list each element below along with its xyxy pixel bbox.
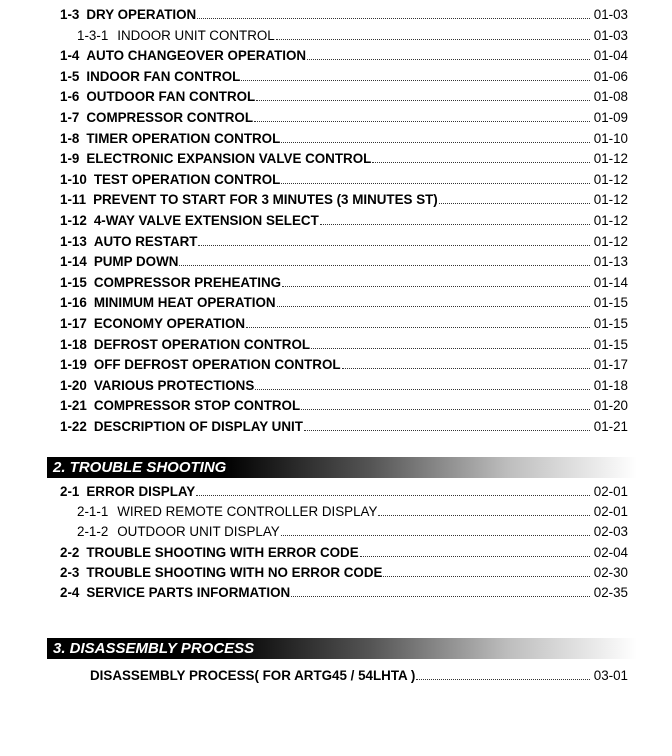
toc-entry-page: 01-13: [593, 254, 628, 270]
toc-entry-number: 1-9: [60, 151, 80, 167]
toc-entry-page: 01-12: [593, 233, 628, 249]
dot-leader: [282, 275, 590, 287]
dot-leader: [378, 504, 590, 516]
toc-entry-title: TROUBLE SHOOTING WITH ERROR CODE: [86, 544, 359, 560]
dot-leader: [311, 337, 590, 349]
dot-leader: [198, 234, 590, 246]
dot-leader: [360, 545, 590, 557]
toc-entry-title: 4-WAY VALVE EXTENSION SELECT: [93, 213, 319, 228]
toc-entry-title: WIRED REMOTE CONTROLLER DISPLAY: [117, 504, 378, 520]
dot-leader: [277, 295, 590, 307]
toc-entry-page: 02-03: [593, 524, 628, 540]
toc-entry[interactable]: [0, 667, 672, 685]
toc-entry-title: TEST OPERATION CONTROL: [93, 171, 281, 187]
toc-entry-title: TIMER OPERATION CONTROL: [86, 130, 281, 146]
toc-entry-number: 1-22: [60, 419, 87, 434]
toc-entry-title: OUTDOOR UNIT DISPLAY: [117, 524, 280, 540]
dot-leader: [416, 668, 590, 680]
toc-entry-page: 01-06: [593, 68, 628, 84]
dot-leader: [256, 89, 590, 101]
toc-entry-page: 01-15: [593, 316, 628, 331]
toc-entry-number: 1-16: [60, 295, 87, 311]
dot-leader: [281, 172, 590, 184]
toc-entry-title: PREVENT TO START FOR 3 MINUTES (3 MINUTES ST): [93, 192, 438, 208]
dot-leader: [276, 28, 590, 40]
toc-entry-page: 01-15: [593, 295, 628, 311]
dot-leader: [246, 316, 590, 328]
toc-entry-title: ELECTRONIC EXPANSION VALVE CONTROL: [86, 151, 372, 167]
toc-entry-title: MINIMUM HEAT OPERATION: [93, 295, 276, 311]
toc-entry-number: 1-4: [60, 48, 80, 64]
toc-entry[interactable]: [0, 150, 672, 168]
toc-entry[interactable]: [0, 418, 672, 436]
dot-leader: [320, 213, 590, 225]
toc-entry-title: VARIOUS PROTECTIONS: [93, 377, 255, 393]
toc-entry-number: 1-13: [60, 233, 87, 249]
toc-entry-number: 1-19: [60, 357, 87, 373]
toc-entry-number: 1-7: [60, 110, 80, 125]
toc-entry-number: 1-17: [60, 316, 87, 331]
toc-entry-page: 02-04: [593, 544, 628, 560]
toc-entry-title: DRY OPERATION: [86, 7, 197, 22]
toc-entry[interactable]: [0, 212, 672, 230]
toc-entry-number: 2-3: [60, 564, 80, 580]
toc-entry[interactable]: [0, 27, 672, 45]
toc-entry-number: 2-1-1: [77, 504, 109, 520]
toc-entry-number: 1-10: [60, 171, 87, 187]
toc-entry[interactable]: [0, 88, 672, 106]
toc-entry[interactable]: [0, 544, 672, 562]
dot-leader: [281, 524, 590, 536]
dot-leader: [179, 254, 590, 266]
dot-leader: [197, 7, 590, 19]
toc-entry-page: 01-04: [593, 48, 628, 64]
toc-entry-page: 01-21: [593, 419, 628, 434]
dot-leader: [241, 69, 590, 81]
toc-entry[interactable]: [0, 483, 672, 501]
toc-entry-number: 1-8: [60, 130, 80, 146]
toc-entry-page: 01-03: [593, 27, 628, 43]
toc-entry-page: 01-12: [593, 213, 628, 228]
toc-entry[interactable]: [0, 171, 672, 189]
toc-entry-number: 1-20: [60, 377, 87, 393]
toc-entry[interactable]: [0, 397, 672, 415]
toc-entry-number: 2-4: [60, 585, 80, 600]
dot-leader: [342, 357, 590, 369]
toc-entry[interactable]: [0, 584, 672, 602]
toc-entry[interactable]: [0, 564, 672, 582]
toc-entry-title: AUTO CHANGEOVER OPERATION: [86, 48, 307, 64]
toc-entry[interactable]: [0, 356, 672, 374]
dot-leader: [439, 192, 590, 204]
toc-entry-title: TROUBLE SHOOTING WITH NO ERROR CODE: [86, 564, 383, 580]
dot-leader: [372, 151, 590, 163]
toc-entry-page: 01-09: [593, 110, 628, 125]
toc-entry[interactable]: [0, 47, 672, 65]
toc-entry[interactable]: [0, 274, 672, 292]
toc-entry-number: 1-12: [60, 213, 87, 228]
toc-entry[interactable]: [0, 233, 672, 251]
dot-leader: [301, 398, 590, 410]
toc-entry-title: COMPRESSOR CONTROL: [86, 110, 254, 125]
toc-entry[interactable]: [0, 253, 672, 271]
section-heading-trouble-shooting: 2. TROUBLE SHOOTING: [47, 457, 637, 478]
toc-entry[interactable]: [0, 109, 672, 127]
toc-entry-page: 02-01: [593, 504, 628, 520]
toc-entry-page: 01-10: [593, 130, 628, 146]
dot-leader: [255, 378, 590, 390]
toc-entry-title: PUMP DOWN: [93, 254, 179, 270]
toc-entry-page: 01-18: [593, 377, 628, 393]
toc-entry-page: 03-01: [593, 668, 628, 683]
toc-entry[interactable]: [0, 191, 672, 209]
toc-entry-title: INDOOR FAN CONTROL: [86, 68, 241, 84]
toc-entry-number: 1-14: [60, 254, 87, 270]
toc-entry-page: 01-14: [593, 274, 628, 290]
toc-entry-page: 01-15: [593, 336, 628, 352]
toc-entry-number: 1-6: [60, 89, 80, 105]
toc-entry[interactable]: [0, 336, 672, 354]
toc-entry-title: OUTDOOR FAN CONTROL: [86, 89, 256, 105]
toc-entry-title: ECONOMY OPERATION: [93, 316, 246, 331]
toc-entry-title: AUTO RESTART: [93, 233, 198, 249]
toc-entry-title: COMPRESSOR STOP CONTROL: [93, 398, 301, 414]
section-heading-disassembly-process: 3. DISASSEMBLY PROCESS: [47, 638, 637, 659]
toc-entry-number: 1-18: [60, 336, 87, 352]
dot-leader: [254, 110, 590, 122]
dot-leader: [307, 48, 590, 60]
toc-entry-page: 01-12: [593, 192, 628, 208]
toc-entry-number: 1-5: [60, 68, 80, 84]
dot-leader: [281, 131, 590, 143]
toc-entry[interactable]: [0, 503, 672, 521]
dot-leader: [304, 419, 590, 431]
toc-entry-title: INDOOR UNIT CONTROL: [117, 27, 275, 43]
toc-entry-page: 01-17: [593, 357, 628, 373]
toc-entry-number: 1-3: [60, 7, 80, 22]
toc-entry-page: 02-35: [593, 585, 628, 600]
toc-entry-title: DESCRIPTION OF DISPLAY UNIT: [93, 419, 303, 434]
toc-entry-page: 01-20: [593, 398, 628, 414]
dot-leader: [291, 585, 590, 597]
dot-leader: [383, 565, 590, 577]
toc-entry-number: 2-2: [60, 544, 80, 560]
toc-entry-title: SERVICE PARTS INFORMATION: [86, 585, 291, 600]
toc-entry-title: ERROR DISPLAY: [86, 484, 196, 499]
dot-leader: [196, 484, 590, 496]
toc-entry-number: 2-1-2: [77, 524, 109, 540]
toc-entry-page: 01-08: [593, 89, 628, 105]
toc-entry-number: 1-15: [60, 274, 87, 290]
toc-entry-title: COMPRESSOR PREHEATING: [93, 274, 282, 290]
toc-entry-page: 01-12: [593, 151, 628, 167]
toc-entry-number: 1-21: [60, 398, 87, 414]
toc-entry[interactable]: [0, 130, 672, 148]
toc-entry-number: 1-3-1: [77, 27, 109, 43]
toc-entry-page: 01-03: [593, 7, 628, 22]
toc-entry-number: 2-1: [60, 484, 80, 499]
toc-entry[interactable]: [0, 68, 672, 86]
toc-entry[interactable]: [0, 377, 672, 395]
toc-entry[interactable]: [0, 6, 672, 24]
toc-entry-page: 02-30: [593, 564, 628, 580]
toc-entry[interactable]: [0, 315, 672, 333]
toc-entry-number: 1-11: [60, 192, 87, 208]
toc-entry-page: 02-01: [593, 484, 628, 499]
toc-entry-page: 01-12: [593, 171, 628, 187]
toc-entry[interactable]: [0, 294, 672, 312]
toc-entry-title: OFF DEFROST OPERATION CONTROL: [93, 357, 341, 373]
toc-entry-title: DISASSEMBLY PROCESS( FOR ARTG45 / 54LHTA ): [90, 668, 416, 683]
toc-entry[interactable]: [0, 523, 672, 541]
toc-entry-title: DEFROST OPERATION CONTROL: [93, 336, 311, 352]
